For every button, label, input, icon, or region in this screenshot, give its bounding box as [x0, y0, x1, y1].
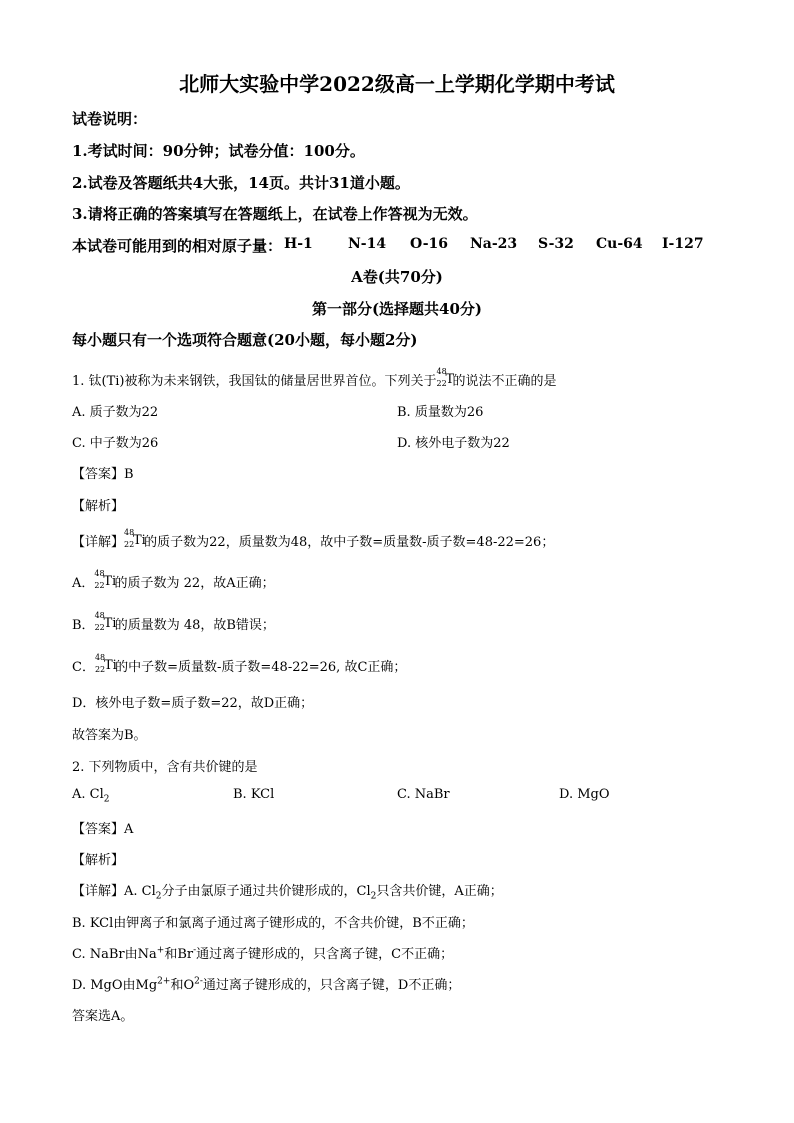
atomic-mass-item: Na-23: [470, 236, 518, 252]
line-text: D. MgO由Mg: [72, 978, 158, 993]
question-2-option: [72, 787, 110, 805]
atomic-mass-item: S-32: [538, 236, 574, 252]
line-text: 【详解】A. Cl: [72, 884, 156, 899]
instruction-item: 2.试卷及答题纸共4大张，14页。共计31道小题。: [72, 174, 410, 192]
question-1-stem: [72, 366, 557, 390]
question-1-answer: 【答案】B: [72, 467, 134, 482]
atomic-mass-item: H-1: [284, 236, 313, 252]
mass-number: 48: [94, 568, 105, 578]
question-2-option: C. NaBr: [397, 787, 450, 802]
line-text: 通过离子键形成的，只含离子键，D不正确；: [202, 978, 461, 993]
atomic-mass-item: O-16: [410, 236, 449, 252]
option-text: A. Cl: [72, 787, 104, 802]
question-1-option: C. 中子数为26: [72, 436, 159, 451]
subscript: 2: [155, 891, 162, 902]
line-text: C. NaBr由Na: [72, 947, 157, 962]
mass-number: 48: [124, 527, 135, 537]
line-text: 的质子数为 22，故A正确；: [114, 576, 275, 591]
question-1-detail-line: D．核外电子数=质子数=22，故D正确；: [72, 696, 314, 711]
question-2-option: B. KCl: [233, 787, 275, 802]
exam-title: 北师大实验中学2022级高一上学期化学期中考试: [179, 72, 615, 96]
atomic-mass-item: I-127: [662, 236, 704, 252]
mass-number: 48: [94, 610, 105, 620]
mass-number: 48: [436, 366, 447, 376]
line-text: 分子由氯原子通过共价键形成的，Cl: [161, 884, 371, 899]
question-1-analysis: 【解析】: [72, 499, 125, 514]
atomic-mass-item: Cu-64: [596, 236, 643, 252]
question-1-option: D. 核外电子数为22: [397, 436, 510, 451]
nuclide-notation: [94, 652, 117, 676]
question-2-stem: 2. 下列物质中，含有共价键的是: [72, 760, 258, 775]
element-symbol: Ti: [103, 657, 117, 673]
atomic-number: 22: [94, 622, 105, 632]
element-symbol: Ti: [103, 573, 117, 589]
atomic-number: 22: [94, 580, 105, 590]
question-1-option: A. 质子数为22: [72, 405, 159, 420]
line-prefix: A．: [72, 576, 95, 591]
superscript: +: [156, 945, 165, 956]
superscript: 2+: [157, 976, 171, 987]
nuclide-notation: [94, 610, 117, 634]
question-2-conclusion: 答案选A。: [72, 1009, 134, 1024]
mass-number: 48: [94, 652, 106, 662]
instruction-item: 1.考试时间：90分钟；试卷分值：100分。: [72, 142, 365, 160]
atomic-number: 22: [124, 539, 135, 549]
line-text: 和Br: [164, 947, 194, 962]
detail-prefix: 【详解】: [72, 535, 125, 550]
question-1-conclusion: 故答案为B。: [72, 728, 147, 743]
atomic-mass-label: 本试卷可能用到的相对原子量：: [72, 237, 283, 255]
detail-text: 的质子数为22，质量数为48，故中子数=质量数-质子数=48-22=26；: [144, 535, 555, 550]
line-text: 和O: [170, 978, 195, 993]
element-symbol: Ti: [103, 615, 117, 631]
question-2-detail-line: B. KCl由钾离子和氯离子通过离子键形成的，不含共价键，B不正确；: [72, 916, 474, 931]
nuclide-notation: [94, 568, 117, 592]
question-2-answer: 【答案】A: [72, 822, 134, 837]
line-prefix: B．: [72, 618, 95, 633]
subscript: 2: [103, 794, 110, 805]
superscript: -: [193, 945, 197, 956]
volume-heading: A卷(共70分): [351, 268, 443, 286]
superscript: 2-: [194, 976, 203, 987]
question-1-detail-line: [72, 610, 275, 634]
question-1-stem-text: 的说法不正确的是: [452, 374, 557, 389]
line-text: 只含共价键，A正确；: [376, 884, 503, 899]
question-2-detail-line: [72, 880, 503, 902]
instruction-item: 3.请将正确的答案填写在答题纸上，在试卷上作答视为无效。: [72, 205, 478, 223]
line-text: 的中子数=质量数-质子数=48-22=26, 故C正确；: [115, 660, 407, 675]
subscript: 2: [370, 891, 377, 902]
question-2-detail-line: [72, 943, 453, 962]
question-1-option: B. 质量数为26: [397, 405, 484, 420]
line-text: 的质量数为 48，故B错误；: [114, 618, 275, 633]
line-prefix: C．: [72, 660, 95, 675]
atomic-mass-item: N-14: [348, 236, 387, 252]
question-1-detail: [72, 527, 555, 551]
section-note: 每小题只有一个选项符合题意(20小题，每小题2分): [72, 331, 418, 349]
element-symbol: T: [445, 371, 455, 387]
nuclide-notation: [124, 527, 146, 551]
nuclide-notation: [436, 366, 455, 390]
atomic-number: 22: [94, 664, 106, 674]
part-heading: 第一部分(选择题共40分): [311, 300, 483, 318]
question-2-analysis: 【解析】: [72, 853, 125, 868]
question-1-stem-text: 1. 钛(Ti)被称为未来钢铁，我国钛的储量居世界首位。下列关于: [72, 374, 437, 389]
instructions-heading: 试卷说明：: [72, 110, 148, 128]
element-symbol: Ti: [133, 532, 146, 548]
question-1-detail-line: [72, 652, 407, 676]
line-text: 通过离子键形成的，只含离子键，C不正确；: [196, 947, 454, 962]
question-2-detail-line: [72, 974, 460, 993]
atomic-number: 22: [436, 378, 447, 388]
question-1-detail-line: [72, 568, 275, 592]
question-2-option: D. MgO: [559, 787, 610, 802]
